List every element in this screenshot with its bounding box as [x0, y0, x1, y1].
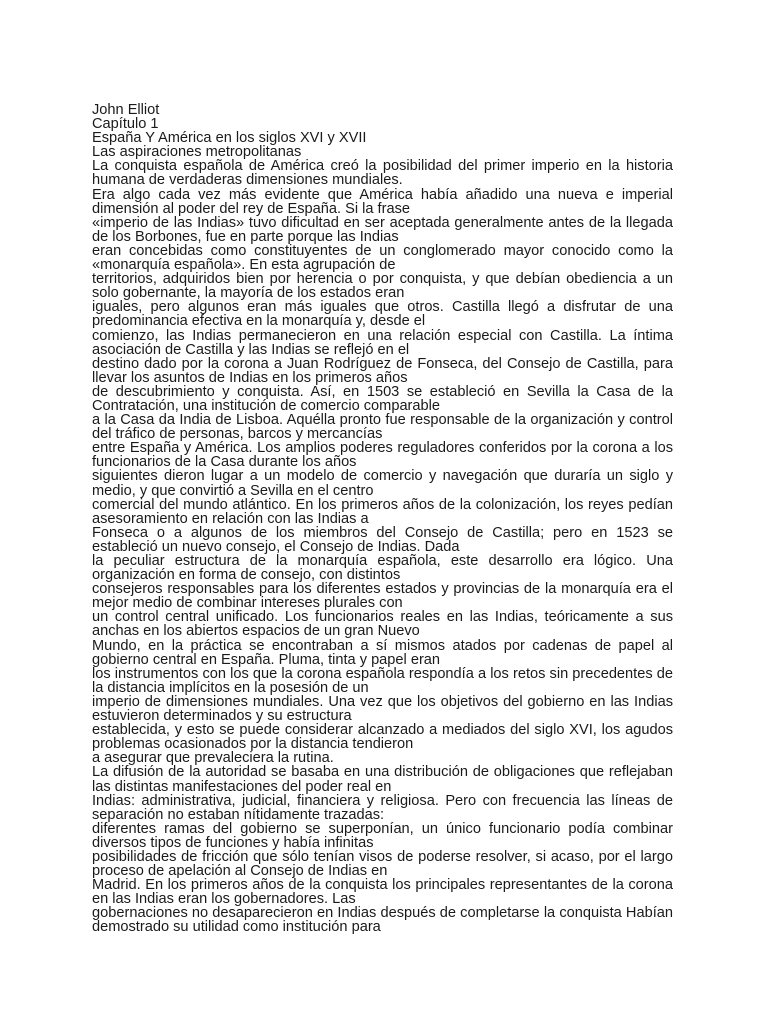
- paragraph: La conquista española de América creó la posibilidad del primer imperio en la historia humana de verdaderas dimensiones mundiales.: [92, 158, 673, 189]
- paragraph: gobernaciones no desaparecieron en Indias después de completarse la conquista Habían demostrado su utilidad como institución para: [92, 905, 673, 936]
- paragraph: a asegurar que prevaleciera la rutina.: [92, 750, 334, 767]
- paragraph: comercial del mundo atlántico. En los primeros años de la colonización, los reyes pedían asesoramiento en relación con las Indias a: [92, 496, 673, 527]
- paragraph: territorios, adquiridos bien por herencia o por conquista, y que debían obediencia a un solo gobernante, la mayoría de los estados eran: [92, 271, 673, 302]
- paragraph: establecida, y esto se puede considerar alcanzado a mediados del siglo XVI, los agudos problemas ocasionados por la distancia tendieron: [92, 722, 673, 753]
- paragraph: La difusión de la autoridad se basaba en una distribución de obligaciones que reflejaban las distintas manifestaciones del poder real en: [92, 764, 673, 795]
- paragraph: iguales, pero algunos eran más iguales que otros. Castilla llegó a disfrutar de una predominancia efectiva en la monarquía y, desde el: [92, 299, 673, 330]
- paragraph: destino dado por la corona a Juan Rodríguez de Fonseca, del Consejo de Castilla, para llevar los asuntos de Indias en los primeros años: [92, 355, 673, 386]
- document-page: [92, 103, 673, 935]
- paragraph: a la Casa da India de Lisboa. Aquélla pronto fue responsable de la organización y control del tráfico de personas, barcos y mercancías: [92, 412, 673, 443]
- paragraph: de descubrimiento y conquista. Así, en 1503 se estableció en Sevilla la Casa de la Contratación, una institución de comercio comparable: [92, 383, 673, 414]
- paragraph: los instrumentos con los que la corona española respondía a los retos sin precedentes de la distancia implícitos en la posesión de un: [92, 665, 673, 696]
- paragraph: eran concebidas como constituyentes de un conglomerado mayor conocido como la «monarquía española». En esta agrupación de: [92, 242, 673, 274]
- paragraph: Indias: administrativa, judicial, financiera y religiosa. Pero con frecuencia las líneas de separación no estaban nítidamente trazadas:: [92, 792, 673, 823]
- paragraph: comienzo, las Indias permanecieron en una relación especial con Castilla. La íntima asociación de Castilla y las Indias se reflejó en el: [92, 327, 673, 358]
- chapter-line: Capítulo 1: [92, 116, 159, 133]
- paragraph: Mundo, en la práctica se encontraban a sí mismos atados por cadenas de papel al gobierno central en España. Pluma, tinta y papel eran: [92, 637, 673, 668]
- paragraph: posibilidades de fricción que sólo tenían visos de poderse resolver, si acaso, por el largo proceso de apelación al Consejo de Indias en: [92, 848, 673, 880]
- paragraph: diferentes ramas del gobierno se superponían, un único funcionario podía combinar diversos tipos de funciones y había infinitas: [92, 820, 673, 851]
- paragraph: consejeros responsables para los diferentes estados y provincias de la monarquía era el mejor medio de combinar intereses plurales con: [92, 581, 673, 612]
- paragraph: Fonseca o a algunos de los miembros del Consejo de Castilla; pero en 1523 se estableció un nuevo consejo, el Consejo de Indias. Dada: [92, 524, 673, 555]
- section-title-line: Las aspiraciones metropolitanas: [92, 144, 302, 161]
- paragraph: imperio de dimensiones mundiales. Una vez que los objetivos del gobierno en las Indias estuvieron determinados y su estructura: [92, 693, 673, 725]
- book-title-line: España Y América en los siglos XVI y XVII: [92, 130, 367, 147]
- author-line: John Elliot: [92, 102, 160, 118]
- paragraph: un control central unificado. Los funcionarios reales en las Indias, teóricamente a sus anchas en los abiertos espacios de un gran Nuevo: [92, 609, 673, 640]
- paragraph: «imperio de las Indias» tuvo dificultad en ser aceptada generalmente antes de la llegada de los Borbones, fue en parte porque las Indias: [92, 214, 673, 245]
- paragraph: Madrid. En los primeros años de la conquista los principales representantes de la corona en las Indias eran los gobernadores. Las: [92, 877, 673, 908]
- paragraph: siguientes dieron lugar a un modelo de comercio y navegación que duraría un siglo y medio, y que convirtió a Sevilla en el centro: [92, 468, 673, 499]
- paragraph: entre España y América. Los amplios poderes reguladores conferidos por la corona a los funcionarios de la Casa durante los años: [92, 440, 673, 471]
- paragraph: la peculiar estructura de la monarquía española, este desarrollo era lógico. Una organización en forma de consejo, con distintos: [92, 553, 673, 584]
- paragraph: Era algo cada vez más evidente que América había añadido una nueva e imperial dimensión al poder del rey de España. Si la frase: [92, 186, 673, 217]
